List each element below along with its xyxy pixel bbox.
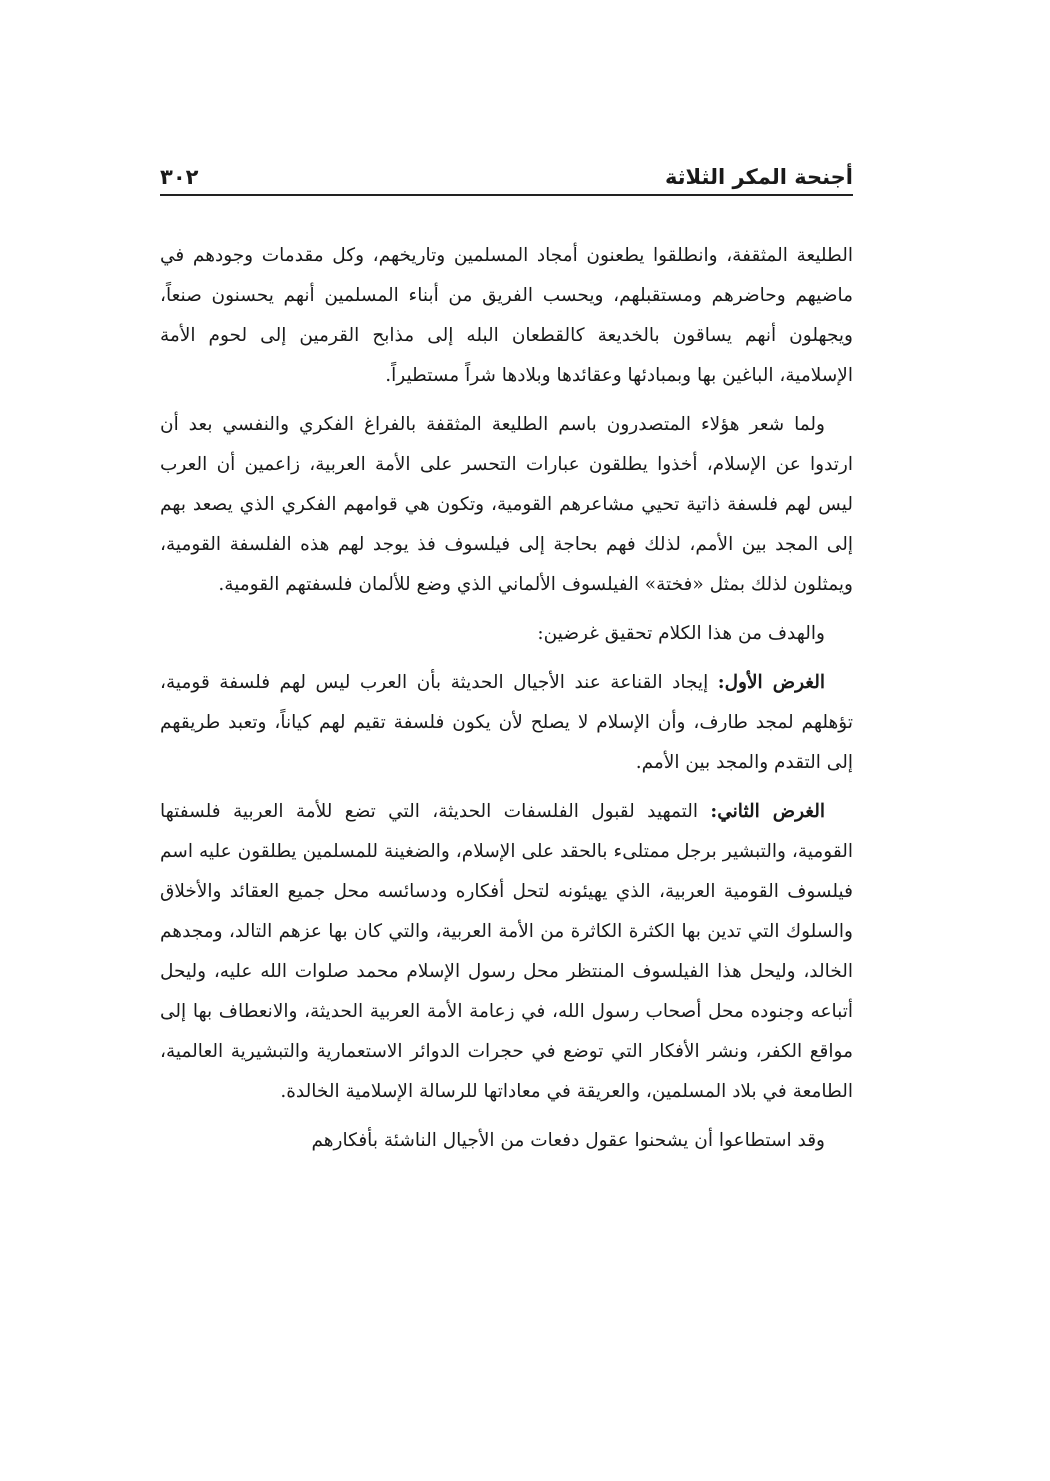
- paragraph-2: [160, 405, 853, 605]
- paragraph-text: إيجاد القناعة عند الأجيال الحديثة بأن العرب ليس لهم فلسفة قومية، تؤهلهم لمجد طارف، وأن الإسلام لا يصلح لأن يكون فلسفة تقيم لهم كياناً، وتعبد طريقهم إلى التقدم والمجد بين الأمم.: [160, 672, 853, 773]
- paragraph-4: [160, 663, 853, 783]
- book-page: [160, 150, 853, 1350]
- paragraph-3: [160, 614, 853, 654]
- paragraph-lead-heading: الغرض الثاني:: [710, 801, 825, 822]
- paragraph-text: وقد استطاعوا أن يشحنوا عقول دفعات من الأجيال الناشئة بأفكارهم: [311, 1130, 825, 1151]
- paragraph-6: [160, 1121, 853, 1161]
- paragraph-text: ولما شعر هؤلاء المتصدرون باسم الطليعة المثقفة بالفراغ الفكري والنفسي بعد أن ارتدوا عن الإسلام، أخذوا يطلقون عبارات التحسر على الأمة العربية، زاعمين أن العرب ليس لهم فلسفة ذاتية تحيي مشاعرهم القومية، وتكون هي قوامهم الفكري الذي يصعد بهم إلى المجد بين الأمم، لذلك فهم بحاجة إلى فيلسوف فذ يوجد لهم هذه الفلسفة القومية، ويمثلون لذلك بمثل «فختة» الفيلسوف الألماني الذي وضع للألمان فلسفتهم القومية.: [160, 414, 853, 595]
- book-title: أجنحة المكر الثلاثة: [664, 165, 853, 189]
- running-header: [160, 150, 853, 196]
- paragraph-1: [160, 236, 853, 396]
- paragraph-text: الطليعة المثقفة، وانطلقوا يطعنون أمجاد المسلمين وتاريخهم، وكل مقدمات وجودهم في ماضيهم وحاضرهم ومستقبلهم، ويحسب الفريق من أبناء المسلمين أنهم يحسنون صنعاً، ويجهلون أنهم يساقون بالخديعة كالقطعان البله إلى مذابح القرمين إلى لحوم الأمة الإسلامية، الباغين بها وبمبادئها وعقائدها وبلادها شراً مستطيراً.: [160, 245, 853, 386]
- paragraph-lead-heading: الغرض الأول:: [717, 672, 825, 693]
- paragraph-5: [160, 792, 853, 1112]
- page-body: [160, 236, 853, 1161]
- paragraph-text: والهدف من هذا الكلام تحقيق غرضين:: [537, 623, 825, 644]
- page-number: ٣٠٢: [160, 165, 199, 189]
- paragraph-text: التمهيد لقبول الفلسفات الحديثة، التي تضع للأمة العربية فلسفتها القومية، والتبشير برجل ممتلىء بالحقد على الإسلام، والضغينة للمسلمين يطلقون عليه اسم فيلسوف القومية العربية، الذي يهيئونه لتحل أفكاره ودسائسه محل جميع العقائد والأخلاق والسلوك التي تدين بها الكثرة الكاثرة من الأمة العربية، والتي كان بها عزهم التالد، ومجدهم الخالد، وليحل هذا الفيلسوف المنتظر محل رسول الإسلام محمد صلوات الله عليه، وليحل أتباعه وجنوده محل أصحاب رسول الله، في زعامة الأمة العربية الحديثة، والانعطاف بها إلى مواقع الكفر، ونشر الأفكار التي توضع في حجرات الدوائر الاستعمارية والتبشيرية العالمية، الطامعة في بلاد المسلمين، والعريقة في معاداتها للرسالة الإسلامية الخالدة.: [160, 801, 853, 1102]
